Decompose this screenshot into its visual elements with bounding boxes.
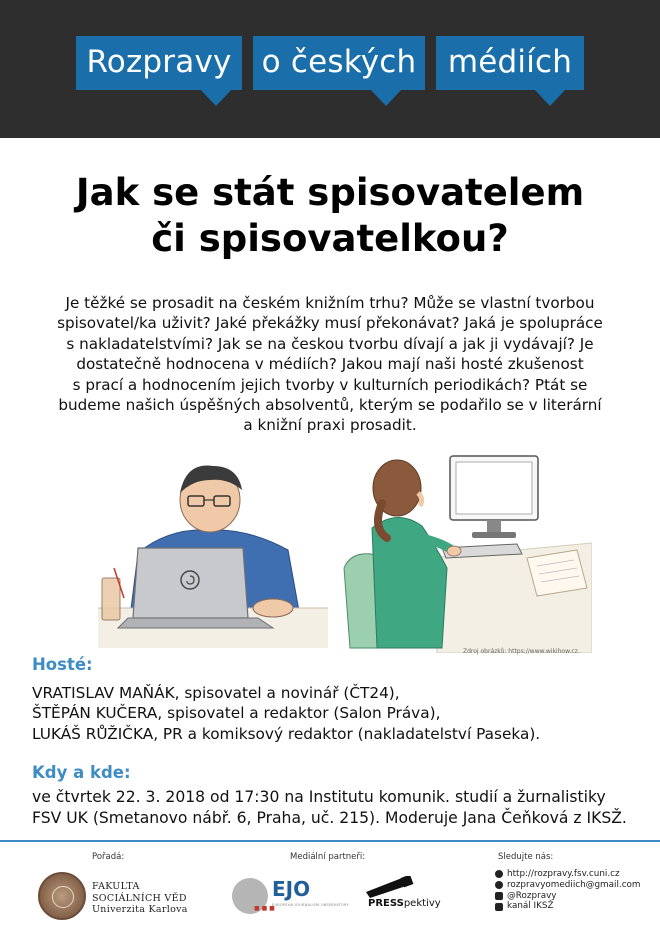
when-heading: Kdy a kde: — [32, 763, 131, 782]
contact-facebook[interactable]: @Rozpravy — [495, 891, 641, 902]
speech-bubble-2: o českých — [253, 36, 425, 90]
speech-bubble-1: Rozpravy — [76, 36, 242, 90]
intro-line: s prací a hodnocením jejich tvorby v kulturních periodikách? Ptát se — [72, 375, 588, 394]
title-line-1: Jak se stát spisovatelem — [75, 171, 585, 214]
guest-item: LUKÁŠ RŮŽIČKA, PR a komiksový redaktor (nakladatelství Paseka). — [32, 724, 541, 743]
contact-email[interactable]: rozpravyomediich@gmail.com — [495, 880, 641, 891]
image-credit: Zdroj obrázků: https://www.wikihow.cz. — [463, 648, 580, 655]
guests-heading: Hosté: — [32, 655, 93, 674]
intro-line: a knižní praxi prosadit. — [243, 416, 417, 435]
speech-bubble-3: médiích — [436, 36, 584, 90]
woman-computer-illustration — [342, 448, 592, 653]
partners-label: Mediální partneři: — [290, 852, 366, 862]
ejo-subtitle: EUROPEAN JOURNALISM OBSERVATORY — [272, 903, 349, 907]
title-line-2: či spisovatelkou? — [151, 217, 509, 260]
ejo-dots-icon: ■ ■ ■ — [254, 905, 275, 912]
youtube-icon — [495, 903, 503, 911]
intro-line: Je těžké se prosadit na českém knižním trhu? Může se vlastní tvorbou — [65, 294, 595, 312]
event-details — [32, 787, 652, 829]
intro-line: spisovatel/ka uživit? Jaké překážky musí překonávat? Jaká je spolupráce — [57, 314, 603, 333]
intro-line: budeme našich úspěšných absolventů, kterým se podařilo se v literární — [58, 396, 602, 415]
presspektivy-logo[interactable]: PRESSpektivy — [368, 898, 441, 909]
follow-label: Sledujte nás: — [498, 852, 554, 862]
page-title — [0, 170, 660, 262]
intro-line: s nakladatelstvími? Jak se na českou tvorbu dívají a jak ji vydávají? Je — [66, 334, 594, 353]
event-location-line: FSV UK (Smetanovo nábř. 6, Praha, uč. 215). Moderuje Jana Čeňková z IKSŽ. — [32, 809, 627, 827]
faculty-logo-text: FAKULTA SOCIÁLNÍCH VĚD Univerzita Karlova — [92, 881, 188, 915]
contacts-list — [495, 869, 641, 912]
event-date-line: ve čtvrtek 22. 3. 2018 od 17:30 na Institutu komunik. studií a žurnalistiky — [32, 788, 606, 806]
guest-item: VRATISLAV MAŇÁK, spisovatel a novinář (ČT24), — [32, 684, 400, 702]
contact-web[interactable]: http://rozpravy.fsv.cuni.cz — [495, 869, 641, 880]
faculty-seal-icon — [38, 872, 86, 920]
man-laptop-illustration — [98, 458, 328, 648]
intro-line: dostatečně hodnocena v médiích? Jakou mají naši hosté zkušenost — [76, 355, 584, 374]
guest-item: ŠTĚPÁN KUČERA, spisovatel a redaktor (Salon Práva), — [32, 704, 441, 723]
intro-paragraph — [30, 293, 630, 436]
contact-youtube[interactable]: kanál IKSŽ — [495, 901, 641, 912]
ejo-logo[interactable]: EJO — [272, 877, 311, 901]
telescope-icon — [362, 876, 414, 898]
guests-list — [32, 683, 540, 744]
globe-icon — [495, 870, 503, 878]
facebook-icon — [495, 892, 503, 900]
header-banner — [0, 0, 660, 138]
organizer-label: Pořadá: — [92, 852, 125, 862]
at-icon — [495, 881, 503, 889]
